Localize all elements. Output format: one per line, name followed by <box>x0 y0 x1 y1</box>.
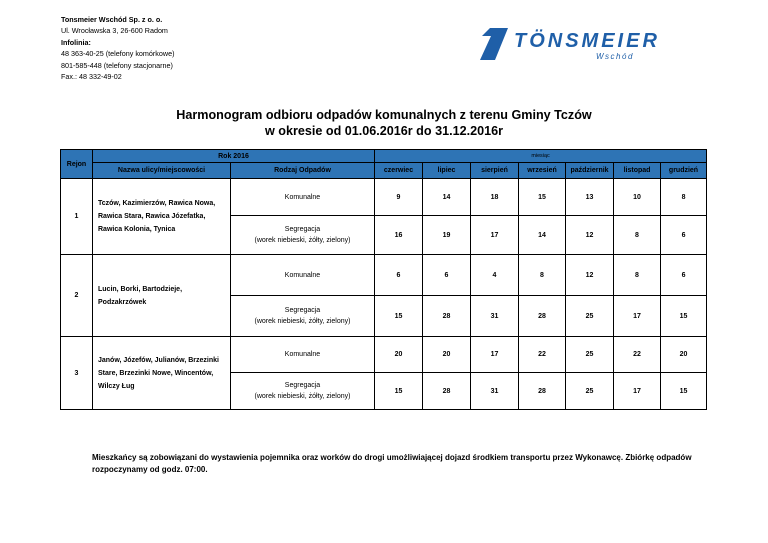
tonsmeier-logo <box>478 28 678 62</box>
pickup-day: 16 <box>375 216 423 255</box>
pickup-day: 10 <box>614 179 661 216</box>
title-line-1: Harmonogram odbioru odpadów komunalnych z terenu Gminy Tczów <box>176 108 592 122</box>
table-row <box>61 255 707 296</box>
month-header: czerwiec <box>375 163 423 179</box>
pickup-day: 15 <box>375 373 423 410</box>
waste-kind-label: Komunalne <box>284 193 321 201</box>
pickup-day: 15 <box>661 373 707 410</box>
pickup-day: 17 <box>471 216 519 255</box>
region-number: 1 <box>61 179 93 255</box>
month-header: wrzesień <box>519 163 566 179</box>
waste-kind <box>231 296 375 337</box>
miesiac-header: miesiąc <box>375 150 707 163</box>
waste-kind <box>231 179 375 216</box>
logo-sub: Wschód <box>596 52 634 61</box>
pickup-day: 8 <box>519 255 566 296</box>
table-row <box>61 337 707 373</box>
waste-kind-label: Segregacja <box>284 226 321 233</box>
waste-kind-detail: (worek niebieski, żółty, zielony) <box>254 237 351 244</box>
title-line-2: w okresie od 01.06.2016r do 31.12.2016r <box>264 123 504 138</box>
waste-kind-detail: (worek niebieski, żółty, zielony) <box>254 393 351 400</box>
rok-header: Rok 2016 <box>93 150 375 163</box>
pickup-day: 14 <box>519 216 566 255</box>
month-header: lipiec <box>423 163 471 179</box>
fax-number: Fax.: 48 332-49-02 <box>61 72 122 82</box>
infolinia-label: Infolinia: <box>61 37 91 47</box>
pickup-day: 17 <box>614 296 661 337</box>
streets-header: Nazwa ulicy/miejscowości <box>93 163 231 179</box>
waste-kind <box>231 337 375 373</box>
pickup-day: 15 <box>661 296 707 337</box>
pickup-day: 14 <box>423 179 471 216</box>
pickup-day: 31 <box>471 296 519 337</box>
rejon-header: Rejon <box>61 150 93 179</box>
pickup-day: 19 <box>423 216 471 255</box>
pickup-day: 20 <box>375 337 423 373</box>
waste-kind-label: Komunalne <box>284 271 321 279</box>
table-row <box>61 179 707 216</box>
pickup-day: 28 <box>423 373 471 410</box>
pickup-day: 13 <box>566 179 614 216</box>
waste-kind <box>231 255 375 296</box>
waste-kind-label: Komunalne <box>284 351 321 358</box>
logo-brand: TÖNSMEIER <box>514 30 660 52</box>
pickup-day: 25 <box>566 337 614 373</box>
pickup-day: 17 <box>614 373 661 410</box>
pickup-day: 22 <box>519 337 566 373</box>
pickup-day: 8 <box>614 216 661 255</box>
region-number: 3 <box>61 337 93 410</box>
pickup-day: 4 <box>471 255 519 296</box>
logo-mark-icon <box>480 28 508 60</box>
month-header: sierpień <box>471 163 519 179</box>
waste-kind <box>231 216 375 255</box>
month-header: październik <box>566 163 614 179</box>
waste-kind-label: Segregacja <box>284 382 321 389</box>
phone-mobile: 48 363-40-25 (telefony komórkowe) <box>61 49 175 59</box>
pickup-day: 20 <box>661 337 707 373</box>
pickup-day: 9 <box>375 179 423 216</box>
company-address: Ul. Wrocławska 3, 26-600 Radom <box>61 26 168 36</box>
collection-note: Mieszkańcy są zobowiązani do wystawienia pojemnika oraz worków do drogi umożliwiającej dojazd środkiem transportu przez Wykonawcę. Zbiórkę odpadów rozpoczynamy od godz. 07:00. <box>92 453 692 474</box>
waste-kind-detail: (worek niebieski, żółty, zielony) <box>254 318 351 325</box>
pickup-day: 8 <box>614 255 661 296</box>
pickup-day: 31 <box>471 373 519 410</box>
waste-kind-label: Segregacja <box>284 307 321 314</box>
pickup-day: 6 <box>423 255 471 296</box>
pickup-day: 20 <box>423 337 471 373</box>
company-name: Tonsmeier Wschód Sp. z o. o. <box>61 15 163 24</box>
pickup-day: 28 <box>519 373 566 410</box>
page-title <box>0 108 768 139</box>
pickup-day: 15 <box>375 296 423 337</box>
waste-kind <box>231 373 375 410</box>
pickup-day: 12 <box>566 255 614 296</box>
company-info <box>61 14 174 82</box>
pickup-day: 25 <box>566 296 614 337</box>
region-number: 2 <box>61 255 93 337</box>
month-header: listopad <box>614 163 661 179</box>
region-streets: Lucin, Borki, Bartodzieje, Podzakrzówek <box>93 255 231 337</box>
phone-landline: 801-585-448 (telefony stacjonarne) <box>61 60 173 70</box>
month-header: grudzień <box>661 163 707 179</box>
pickup-day: 6 <box>661 255 707 296</box>
pickup-day: 6 <box>375 255 423 296</box>
pickup-day: 8 <box>661 179 707 216</box>
pickup-day: 17 <box>471 337 519 373</box>
pickup-day: 28 <box>423 296 471 337</box>
kind-header: Rodzaj Odpadów <box>231 163 375 179</box>
pickup-day: 22 <box>614 337 661 373</box>
pickup-day: 28 <box>519 296 566 337</box>
region-streets: Janów, Józefów, Julianów, Brzezinki Stare, Brzezinki Nowe, Wincentów, Wilczy Ług <box>93 337 231 410</box>
pickup-day: 15 <box>519 179 566 216</box>
schedule-table <box>60 149 707 410</box>
pickup-day: 25 <box>566 373 614 410</box>
pickup-day: 6 <box>661 216 707 255</box>
region-streets: Tczów, Kazimierzów, Rawica Nowa, Rawica Stara, Rawica Józefatka, Rawica Kolonia, Tynica <box>93 179 231 255</box>
pickup-day: 18 <box>471 179 519 216</box>
pickup-day: 12 <box>566 216 614 255</box>
